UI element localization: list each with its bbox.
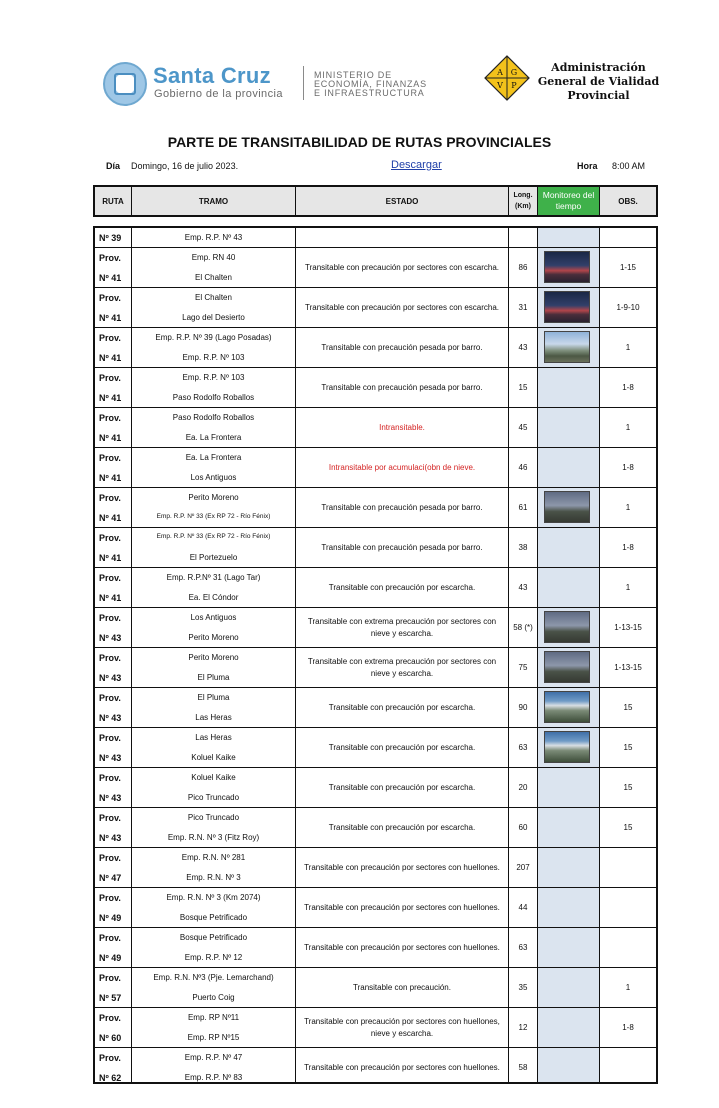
tramo-from: Emp. R.P.Nº 31 (Lago Tar) xyxy=(166,573,261,582)
ministry-name: MINISTERIO DE ECONOMÍA, FINANZAS E INFRAESTRUCTURA xyxy=(314,70,427,98)
tramo-from: Perito Moreno xyxy=(188,653,239,662)
ruta-prefix: Prov. xyxy=(99,293,121,303)
ruta-prefix: Prov. xyxy=(99,1053,121,1063)
table-row xyxy=(95,288,656,328)
estado-cell xyxy=(296,228,509,247)
tramo-to: Paso Rodolfo Roballos xyxy=(172,393,255,402)
ruta-prefix: Prov. xyxy=(99,533,121,543)
long-cell: 12 xyxy=(509,1008,538,1047)
monitoreo-cell xyxy=(538,328,600,367)
tramo-cell xyxy=(132,688,296,727)
long-cell: 90 xyxy=(509,688,538,727)
monitoreo-cell xyxy=(538,728,600,767)
tramo-from: Emp. R.P. Nº 47 xyxy=(184,1053,243,1062)
tramo-to: Bosque Petrificado xyxy=(179,913,248,922)
tramo-cell xyxy=(132,408,296,447)
monitoreo-cell xyxy=(538,608,600,647)
estado-cell: Transitable con precaución por escarcha. xyxy=(296,768,509,807)
monitoreo-cell xyxy=(538,968,600,1007)
monitoreo-cell xyxy=(538,488,600,527)
tramo-from: Emp. R.P. Nº 103 xyxy=(182,373,245,382)
obs-cell: 1-13-15 xyxy=(614,623,642,632)
tramo-from: Pico Truncado xyxy=(187,813,240,822)
time-label: Hora xyxy=(577,161,598,171)
tramo-from: Koluel Kaike xyxy=(191,773,236,782)
long-cell: 60 xyxy=(509,808,538,847)
svg-text:G: G xyxy=(510,68,518,77)
monitoreo-cell xyxy=(538,568,600,607)
monitoreo-cell xyxy=(538,228,600,247)
ruta-number: Nº 43 xyxy=(99,753,122,763)
ruta-prefix: Prov. xyxy=(99,453,121,463)
ruta-prefix: Prov. xyxy=(99,693,121,703)
ruta-number: Nº 41 xyxy=(99,513,122,523)
webcam-sky-image[interactable] xyxy=(544,331,590,363)
webcam-dusk-image[interactable] xyxy=(544,251,590,283)
date-label: Día xyxy=(106,161,121,171)
time-value: 8:00 AM xyxy=(612,161,646,171)
column-header-tramo: TRAMO xyxy=(132,187,296,215)
ruta-number: Nº 57 xyxy=(99,993,122,1003)
tramo-from: Los Antiguos xyxy=(190,613,237,622)
estado-cell: Transitable con precaución por sectores con escarcha. xyxy=(296,288,509,327)
webcam-clouds-image[interactable] xyxy=(544,691,590,723)
ruta-cell xyxy=(95,848,132,887)
obs-cell: 1-8 xyxy=(622,463,634,472)
ruta-prefix: Prov. xyxy=(99,373,121,383)
table-row xyxy=(95,808,656,848)
table-row xyxy=(95,488,656,528)
ruta-prefix: Prov. xyxy=(99,973,121,983)
estado-cell: Transitable con precaución por escarcha. xyxy=(296,568,509,607)
tramo-to: Emp. R.P. Nº 83 xyxy=(184,1073,243,1082)
long-cell: 207 xyxy=(509,848,538,887)
long-cell: 20 xyxy=(509,768,538,807)
obs-cell: 1 xyxy=(625,503,631,512)
ruta-number: Nº 47 xyxy=(99,873,122,883)
estado-cell: Transitable con precaución pesada por barro. xyxy=(296,528,509,567)
webcam-overcast-image[interactable] xyxy=(544,491,590,523)
ruta-prefix: Prov. xyxy=(99,253,121,263)
table-row xyxy=(95,1048,656,1084)
ruta-prefix: Prov. xyxy=(99,853,121,863)
tramo-from: El Pluma xyxy=(197,693,230,702)
ruta-number: Nº 43 xyxy=(99,673,122,683)
ruta-cell xyxy=(95,408,132,447)
table-row xyxy=(95,768,656,808)
monitoreo-cell xyxy=(538,848,600,887)
tramo-to: El Pluma xyxy=(197,673,230,682)
tramo-to: Ea. El Cóndor xyxy=(188,593,239,602)
tramo-cell xyxy=(132,288,296,327)
ruta-cell xyxy=(95,368,132,407)
tramo-from: Emp. R.P. Nº 33 (Ex RP 72 - Río Fénix) xyxy=(156,533,271,540)
monitoreo-cell xyxy=(538,288,600,327)
estado-cell: Transitable con precaución por sectores con escarcha. xyxy=(296,248,509,287)
tramo-cell xyxy=(132,528,296,567)
long-cell: 61 xyxy=(509,488,538,527)
tramo-from: Bosque Petrificado xyxy=(179,933,248,942)
ruta-cell xyxy=(95,888,132,927)
tramo-from: El Chalten xyxy=(195,293,232,302)
ruta-prefix: Prov. xyxy=(99,653,121,663)
ruta-cell xyxy=(95,688,132,727)
santa-cruz-emblem-icon xyxy=(103,62,147,106)
long-cell: 86 xyxy=(509,248,538,287)
tramo-to: Emp. RP Nº15 xyxy=(187,1033,240,1042)
header-divider xyxy=(303,66,304,100)
column-header-long: Long. (Km) xyxy=(509,187,538,215)
webcam-overcast-image[interactable] xyxy=(544,651,590,683)
estado-cell: Transitable con precaución por sectores con huellones. xyxy=(296,1048,509,1084)
obs-cell xyxy=(600,888,656,927)
tramo-from: Emp. R.N. Nº3 (Pje. Lemarchand) xyxy=(153,973,274,982)
ruta-number: Nº 62 xyxy=(99,1073,122,1083)
ruta-prefix: Prov. xyxy=(99,933,121,943)
obs-cell: 15 xyxy=(623,823,633,832)
ruta-cell xyxy=(95,968,132,1007)
long-cell: 75 xyxy=(509,648,538,687)
monitoreo-cell xyxy=(538,688,600,727)
table-row xyxy=(95,728,656,768)
obs-cell: 1 xyxy=(625,983,631,992)
ruta-cell xyxy=(95,768,132,807)
tramo-to: Lago del Desierto xyxy=(182,313,245,322)
ruta-cell xyxy=(95,808,132,847)
tramo-cell xyxy=(132,1048,296,1084)
table-row xyxy=(95,248,656,288)
obs-cell xyxy=(600,1048,656,1084)
long-cell: 46 xyxy=(509,448,538,487)
date-value: Domingo, 16 de julio 2023. xyxy=(131,161,239,171)
table-row xyxy=(95,688,656,728)
obs-cell: 1-15 xyxy=(619,263,636,272)
long-cell: 15 xyxy=(509,368,538,407)
tramo-cell xyxy=(132,968,296,1007)
long-cell: 31 xyxy=(509,288,538,327)
table-row xyxy=(95,648,656,688)
ruta-cell xyxy=(95,1008,132,1047)
ruta-cell xyxy=(95,528,132,567)
long-cell xyxy=(509,228,538,247)
table-row xyxy=(95,568,656,608)
ruta-number: Nº 41 xyxy=(99,313,122,323)
table-row xyxy=(95,448,656,488)
estado-cell: Intransitable por acumulaci(obn de nieve. xyxy=(296,448,509,487)
document-header xyxy=(0,0,719,225)
monitoreo-cell xyxy=(538,1008,600,1047)
ruta-number: Nº 60 xyxy=(99,1033,122,1043)
ruta-cell xyxy=(95,928,132,967)
brand-subtitle: Gobierno de la provincia xyxy=(154,88,283,100)
ruta-prefix: Prov. xyxy=(99,733,121,743)
monitoreo-cell xyxy=(538,928,600,967)
monitoreo-cell xyxy=(538,368,600,407)
obs-cell: 15 xyxy=(623,703,633,712)
obs-cell: 1-8 xyxy=(622,1023,634,1032)
monitoreo-cell xyxy=(538,888,600,927)
ruta-prefix: Prov. xyxy=(99,613,121,623)
tramo-to: Emp. R.N. Nº 3 xyxy=(186,873,241,882)
estado-cell: Transitable con precaución por sectores con huellones. xyxy=(296,928,509,967)
tramo-from: Paso Rodolfo Roballos xyxy=(172,413,255,422)
monitoreo-cell xyxy=(538,768,600,807)
ruta-cell xyxy=(95,288,132,327)
estado-cell: Transitable con precaución por escarcha. xyxy=(296,728,509,767)
obs-cell: 1-8 xyxy=(622,383,634,392)
ruta-cell: Nº 39 xyxy=(95,228,132,247)
estado-cell: Transitable con precaución por sectores con huellones, nieve y escarcha. xyxy=(296,1008,509,1047)
tramo-from: Emp. R.N. Nº 281 xyxy=(181,853,246,862)
webcam-dusk-image[interactable] xyxy=(544,291,590,323)
estado-cell: Transitable con extrema precaución por sectores con nieve y escarcha. xyxy=(296,648,509,687)
tramo-from: Emp. R.P. Nº 39 (Lago Posadas) xyxy=(155,333,272,342)
ruta-cell xyxy=(95,1048,132,1084)
table-header xyxy=(93,185,658,217)
table-row xyxy=(95,368,656,408)
ruta-number: Nº 41 xyxy=(99,273,122,283)
ruta-number: Nº 41 xyxy=(99,553,122,563)
estado-cell: Transitable con extrema precaución por sectores con nieve y escarcha. xyxy=(296,608,509,647)
tramo-to: Emp. R.P. Nº 103 xyxy=(182,353,245,362)
obs-cell: 1-13-15 xyxy=(614,663,642,672)
ruta-number: Nº 49 xyxy=(99,913,122,923)
long-cell: 44 xyxy=(509,888,538,927)
ruta-number: Nº 43 xyxy=(99,713,122,723)
monitoreo-cell xyxy=(538,528,600,567)
ruta-number: Nº 41 xyxy=(99,393,122,403)
long-cell: 43 xyxy=(509,328,538,367)
ruta-prefix: Prov. xyxy=(99,893,121,903)
estado-cell: Transitable con precaución pesada por barro. xyxy=(296,328,509,367)
table-row xyxy=(95,328,656,368)
obs-cell: 15 xyxy=(623,743,633,752)
table-row xyxy=(95,888,656,928)
tramo-cell xyxy=(132,808,296,847)
agvp-logo-icon xyxy=(484,55,530,101)
ruta-number: Nº 41 xyxy=(99,593,122,603)
tramo-to: Puerto Coig xyxy=(192,993,235,1002)
tramo-cell xyxy=(132,328,296,367)
ruta-number: Nº 43 xyxy=(99,633,122,643)
ruta-prefix: Prov. xyxy=(99,333,121,343)
ruta-cell xyxy=(95,568,132,607)
long-cell: 58 xyxy=(509,1048,538,1084)
monitoreo-cell xyxy=(538,408,600,447)
tramo-to: Emp. R.P. Nº 12 xyxy=(184,953,243,962)
estado-cell: Transitable con precaución pesada por barro. xyxy=(296,488,509,527)
download-link[interactable]: Descargar xyxy=(391,159,442,171)
ruta-number: Nº 41 xyxy=(99,473,122,483)
obs-cell: 1-9-10 xyxy=(616,303,640,312)
monitoreo-cell xyxy=(538,248,600,287)
ruta-cell xyxy=(95,728,132,767)
tramo-to: Perito Moreno xyxy=(188,633,239,642)
obs-cell xyxy=(600,848,656,887)
monitoreo-cell xyxy=(538,808,600,847)
obs-cell: 1-8 xyxy=(622,543,634,552)
long-cell: 43 xyxy=(509,568,538,607)
ruta-number: Nº 49 xyxy=(99,953,122,963)
tramo-to: El Chalten xyxy=(195,273,232,282)
long-cell: 63 xyxy=(509,728,538,767)
tramo-cell xyxy=(132,848,296,887)
tramo-from: Emp. RP Nº11 xyxy=(187,1013,240,1022)
ruta-cell xyxy=(95,648,132,687)
table-row xyxy=(95,608,656,648)
estado-cell: Transitable con precaución por escarcha. xyxy=(296,808,509,847)
tramo-cell xyxy=(132,248,296,287)
long-cell: 38 xyxy=(509,528,538,567)
tramo-to: Pico Truncado xyxy=(187,793,240,802)
ruta-prefix: Prov. xyxy=(99,773,121,783)
tramo-cell xyxy=(132,368,296,407)
agency-name: Administración General de Vialidad Provincial xyxy=(537,61,660,102)
brand-name: Santa Cruz xyxy=(153,63,271,88)
svg-text:P: P xyxy=(511,81,517,90)
column-header-ruta: RUTA xyxy=(95,187,132,215)
obs-cell: 1 xyxy=(625,423,631,432)
long-cell: 58 (*) xyxy=(509,608,538,647)
table-row xyxy=(95,228,656,248)
tramo-cell xyxy=(132,888,296,927)
column-header-obs: OBS. xyxy=(618,196,638,206)
long-cell: 45 xyxy=(509,408,538,447)
ruta-prefix: Prov. xyxy=(99,413,121,423)
tramo-cell: Emp. R.P. Nº 43 xyxy=(132,228,296,247)
routes-table xyxy=(93,226,658,1084)
ruta-cell xyxy=(95,328,132,367)
tramo-from: Emp. RN 40 xyxy=(191,253,236,262)
webcam-overcast-image[interactable] xyxy=(544,611,590,643)
monitoreo-cell xyxy=(538,648,600,687)
ruta-cell xyxy=(95,488,132,527)
table-row xyxy=(95,1008,656,1048)
tramo-cell xyxy=(132,928,296,967)
tramo-to: Koluel Kaike xyxy=(191,753,236,762)
ruta-prefix: Prov. xyxy=(99,573,121,583)
ruta-cell xyxy=(95,248,132,287)
column-header-estado: ESTADO xyxy=(296,187,509,215)
estado-cell: Transitable con precaución por sectores con huellones. xyxy=(296,848,509,887)
tramo-cell xyxy=(132,608,296,647)
webcam-clouds-image[interactable] xyxy=(544,731,590,763)
ruta-prefix: Prov. xyxy=(99,813,121,823)
monitoreo-cell xyxy=(538,1048,600,1084)
estado-cell: Transitable con precaución. xyxy=(296,968,509,1007)
tramo-cell xyxy=(132,568,296,607)
tramo-to: Las Heras xyxy=(195,713,232,722)
estado-cell: Intransitable. xyxy=(296,408,509,447)
tramo-cell xyxy=(132,488,296,527)
tramo-from: Emp. R.N. Nº 3 (Km 2074) xyxy=(166,893,261,902)
table-row xyxy=(95,968,656,1008)
tramo-from: Las Heras xyxy=(195,733,232,742)
estado-cell: Transitable con precaución por escarcha. xyxy=(296,688,509,727)
obs-cell: 1 xyxy=(625,583,631,592)
monitoreo-cell xyxy=(538,448,600,487)
ruta-number: Nº 41 xyxy=(99,353,122,363)
ruta-cell xyxy=(95,608,132,647)
table-row xyxy=(95,848,656,888)
table-row xyxy=(95,528,656,568)
tramo-cell xyxy=(132,1008,296,1047)
tramo-to: Ea. La Frontera xyxy=(185,433,242,442)
tramo-from: Ea. La Frontera xyxy=(185,453,242,462)
obs-cell xyxy=(600,928,656,967)
ruta-prefix: Prov. xyxy=(99,493,121,503)
tramo-from: Perito Moreno xyxy=(188,493,239,502)
obs-cell xyxy=(600,228,656,247)
tramo-cell xyxy=(132,448,296,487)
long-cell: 63 xyxy=(509,928,538,967)
ruta-cell xyxy=(95,448,132,487)
svg-text:V: V xyxy=(497,81,503,90)
tramo-cell xyxy=(132,728,296,767)
table-row xyxy=(95,928,656,968)
tramo-to: El Portezuelo xyxy=(189,553,238,562)
obs-cell: 1 xyxy=(625,343,631,352)
obs-cell: 15 xyxy=(623,783,633,792)
tramo-cell xyxy=(132,768,296,807)
estado-cell: Transitable con precaución pesada por barro. xyxy=(296,368,509,407)
tramo-cell xyxy=(132,648,296,687)
tramo-to: Emp. R.P. Nº 33 (Ex RP 72 - Río Fénix) xyxy=(156,513,271,520)
long-cell: 35 xyxy=(509,968,538,1007)
estado-cell: Transitable con precaución por sectores con huellones. xyxy=(296,888,509,927)
tramo-to: Emp. R.N. Nº 3 (Fitz Roy) xyxy=(167,833,260,842)
tramo-to: Los Antiguos xyxy=(190,473,237,482)
ruta-number: Nº 43 xyxy=(99,833,122,843)
svg-text:A: A xyxy=(497,68,503,77)
ruta-number: Nº 43 xyxy=(99,793,122,803)
ruta-prefix: Prov. xyxy=(99,1013,121,1023)
table-row xyxy=(95,408,656,448)
page-title: PARTE DE TRANSITABILIDAD DE RUTAS PROVINCIALES xyxy=(167,134,552,150)
column-header-monitoreo: Monitoreo del tiempo xyxy=(538,187,600,215)
ruta-number: Nº 41 xyxy=(99,433,122,443)
